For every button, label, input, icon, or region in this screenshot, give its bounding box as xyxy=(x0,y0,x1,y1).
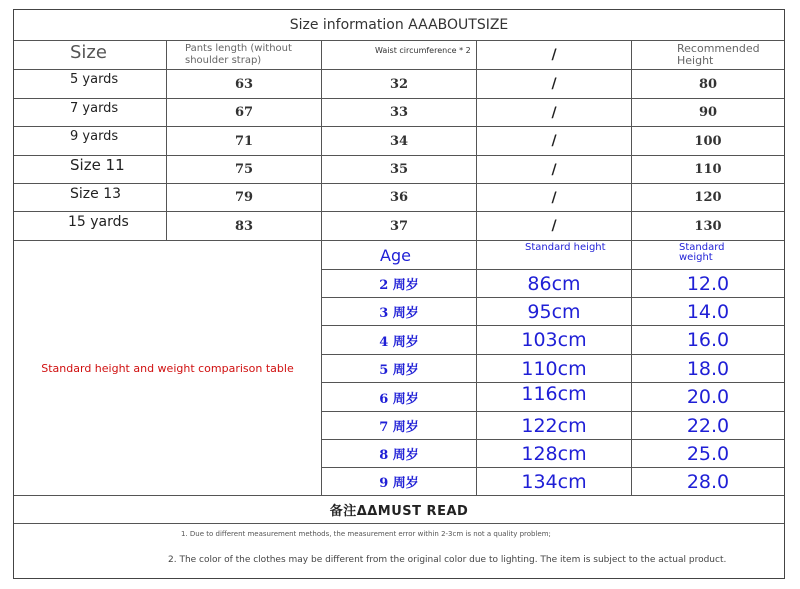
height-value: 110 xyxy=(632,156,784,184)
pants-length-value: 71 xyxy=(167,127,322,156)
standard-height-value: 128cm xyxy=(477,440,632,468)
standard-height-value: 103cm xyxy=(477,326,632,355)
size-label: Size 11 xyxy=(14,156,167,184)
standard-weight-value: 18.0 xyxy=(632,355,784,383)
height-value: 80 xyxy=(632,70,784,99)
header-age: Age xyxy=(322,241,477,270)
slash-value: / xyxy=(477,212,632,241)
standard-weight-value: 22.0 xyxy=(632,412,784,440)
standard-height-value: 122cm xyxy=(477,412,632,440)
header-recommended-height: Recommended Height xyxy=(632,41,784,70)
waist-value: 35 xyxy=(322,156,477,184)
standard-height-value: 110cm xyxy=(477,355,632,383)
slash-value: / xyxy=(477,127,632,156)
waist-value: 33 xyxy=(322,99,477,127)
pants-length-value: 83 xyxy=(167,212,322,241)
standard-weight-value: 28.0 xyxy=(632,468,784,496)
standard-height-value: 95cm xyxy=(477,298,632,326)
waist-value: 32 xyxy=(322,70,477,99)
waist-value: 34 xyxy=(322,127,477,156)
height-value: 120 xyxy=(632,184,784,212)
header-standard-height: Standard height xyxy=(477,241,632,270)
standard-weight-value: 20.0 xyxy=(632,383,784,412)
comparison-table-label: Standard height and weight comparison table xyxy=(14,241,322,496)
size-label: Size 13 xyxy=(14,184,167,212)
size-label: 7 yards xyxy=(14,99,167,127)
table-title: Size information AAABOUTSIZE xyxy=(14,10,784,41)
age-value: 2 周岁 xyxy=(322,270,477,298)
header-standard-weight: Standard weight xyxy=(632,241,784,270)
standard-weight-value: 25.0 xyxy=(632,440,784,468)
header-size: Size xyxy=(14,41,167,70)
notes-heading: 备注ΔΔMUST READ xyxy=(14,496,784,524)
age-value: 9 周岁 xyxy=(322,468,477,496)
size-label: 9 yards xyxy=(14,127,167,156)
age-value: 8 周岁 xyxy=(322,440,477,468)
waist-value: 37 xyxy=(322,212,477,241)
standard-height-value: 116cm xyxy=(477,383,632,412)
header-pants-length: Pants length (without shoulder strap) xyxy=(167,41,322,70)
slash-value: / xyxy=(477,70,632,99)
header-slash: / xyxy=(477,41,632,70)
note-line-2: 2. The color of the clothes may be different from the original color due to lighting. The item is subject to the actual product. xyxy=(168,555,727,565)
age-value: 5 周岁 xyxy=(322,355,477,383)
slash-value: / xyxy=(477,156,632,184)
slash-value: / xyxy=(477,99,632,127)
header-waist: Waist circumference * 2 xyxy=(322,41,477,70)
age-value: 6 周岁 xyxy=(322,383,477,412)
standard-weight-value: 16.0 xyxy=(632,326,784,355)
size-label: 5 yards xyxy=(14,70,167,99)
size-chart-table xyxy=(13,9,785,579)
pants-length-value: 79 xyxy=(167,184,322,212)
waist-value: 36 xyxy=(322,184,477,212)
slash-value: / xyxy=(477,184,632,212)
standard-weight-value: 12.0 xyxy=(632,270,784,298)
size-label: 15 yards xyxy=(14,212,167,241)
standard-height-value: 134cm xyxy=(477,468,632,496)
age-value: 7 周岁 xyxy=(322,412,477,440)
height-value: 130 xyxy=(632,212,784,241)
pants-length-value: 63 xyxy=(167,70,322,99)
standard-weight-value: 14.0 xyxy=(632,298,784,326)
note-line-1: 1. Due to different measurement methods, the measurement error within 2-3cm is not a quality problem; xyxy=(181,530,551,538)
height-value: 90 xyxy=(632,99,784,127)
height-value: 100 xyxy=(632,127,784,156)
standard-height-value: 86cm xyxy=(477,270,632,298)
age-value: 4 周岁 xyxy=(322,326,477,355)
pants-length-value: 75 xyxy=(167,156,322,184)
age-value: 3 周岁 xyxy=(322,298,477,326)
pants-length-value: 67 xyxy=(167,99,322,127)
